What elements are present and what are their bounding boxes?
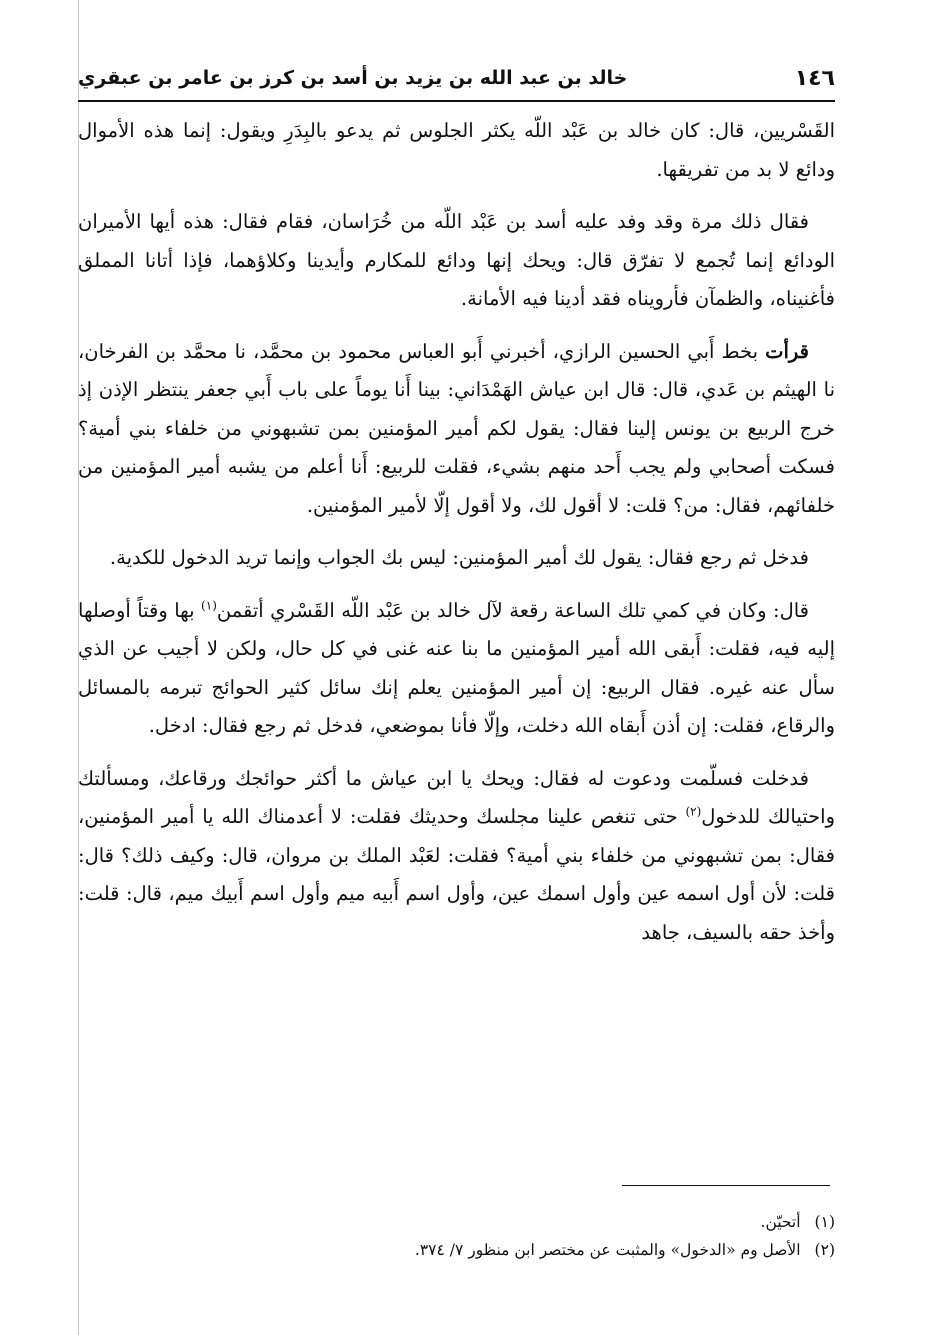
paragraph (78, 592, 835, 746)
paragraph-text: فدخلت فسلّمت ودعوت له فقال: ويحك يا ابن عياش ما أكثر حوائجك ورقاعك، ومسألتك واحتيالك للدخول (78, 766, 835, 828)
footnote-number: (٢) (814, 1241, 835, 1259)
footnote-number: (١) (814, 1213, 835, 1231)
page-header (78, 56, 835, 102)
footnote (78, 1236, 835, 1264)
paragraph-text: قال: وكان في كمي تلك الساعة رقعة لآل خالد بن عَبْد اللّه القَسْري أتقمن (216, 598, 809, 622)
body-text (78, 112, 835, 966)
footnote-ref: (١) (201, 598, 217, 612)
footnote-text: الأصل وم «الدخول» والمثبت عن مختصر ابن منظور ٧/ ٣٧٤. (414, 1241, 801, 1259)
paragraph (78, 760, 835, 953)
footnote-separator (622, 1185, 830, 1186)
paragraph (78, 333, 835, 526)
paragraph: فدخل ثم رجع فقال: يقول لك أمير المؤمنين: ليس بك الجواب وإنما تريد الدخول للكدية. (109, 546, 809, 569)
footnote-text: أتحيّن. (760, 1213, 801, 1231)
footnotes (78, 1208, 835, 1264)
paragraph-lead-word: قرأت (765, 339, 809, 363)
paragraph: فقال ذلك مرة وقد وفد عليه أسد بن عَبْد اللّه من خُرَاسان، فقام فقال: هذه أيها الأميران الودائع إنما تُجمع لا تفرّق قال: ويحك إنها ودائع للمكارم وأيدينا وكلاؤهما، فإذا أتانا المملق فأغنيناه، والظمآن فأرويناه فقد أدينا فيه الأمانة. (78, 210, 835, 310)
page-number: ١٤٦ (794, 65, 835, 91)
paragraph: القَسْريين، قال: كان خالد بن عَبْد اللّه يكثر الجلوس ثم يدعو بالبِدَرِ ويقول: إنما هذه الأموال ودائع لا بد من تفريقها. (78, 119, 835, 181)
paragraph-text: بها وقتاً أوصلها إليه فيه، فقلت: أَبقى الله أمير المؤمنين ما بنا عنه غنى في كل حال، ولكن لا أجيب عن الذي سأل عنه غيره. فقال الربيع: إن أمير المؤمنين يعلم إنك سائل كثير الحوائج تبرمه بالمسائل والرقاع، فقلت: إن أذن أَبقاه الله دخلت، وإلّا فأنا بموضعي، فدخل ثم رجع فقال: ادخل. (78, 598, 835, 737)
footnote (78, 1208, 835, 1236)
paragraph-text: بخط أَبي الحسين الرازي، أخبرني أَبو العباس محمود بن محمَّد، نا محمَّد بن الفرخان، نا الهيثم بن عَدي، قال: قال ابن عياش الهَمْدَاني: بينا أَنا يوماً على باب أَبي جعفر ينتظر الإذن إذ خرج الربيع بن يونس إلينا فقال: يقول لكم أمير المؤمنين بمن تشبهوني من خلفاء بني أمية؟ فسكت أصحابي ولم يجب أَحد منهم بشيء، فقلت للربيع: أَنا أعلم من يشبه أمير المؤمنين من خلفائهم، فقال: من؟ قلت: لا أقول لك، ولا أقول إلّا لأمير المؤمنين. (78, 339, 835, 517)
paragraph-text: حتى تنغص علينا مجلسك وحديثك فقلت: لا أعدمناك الله يا أمير المؤمنين، فقال: بمن تشبهوني من خلفاء بني أمية؟ فقلت: لعَبْد الملك بن مروان، قال: وكيف ذلك؟ قال: قلت: لأن أول اسمه عين وأول اسمك عين، وأول اسم أَبيه ميم وأول اسم أَبيك ميم، قال: قلت: وأخذ حقه بالسيف، جاهد (78, 805, 835, 944)
running-title: خالد بن عبد الله بن يزيد بن أسد بن كرز بن عامر بن عبقري (78, 67, 628, 89)
footnote-ref: (٢) (685, 804, 702, 819)
